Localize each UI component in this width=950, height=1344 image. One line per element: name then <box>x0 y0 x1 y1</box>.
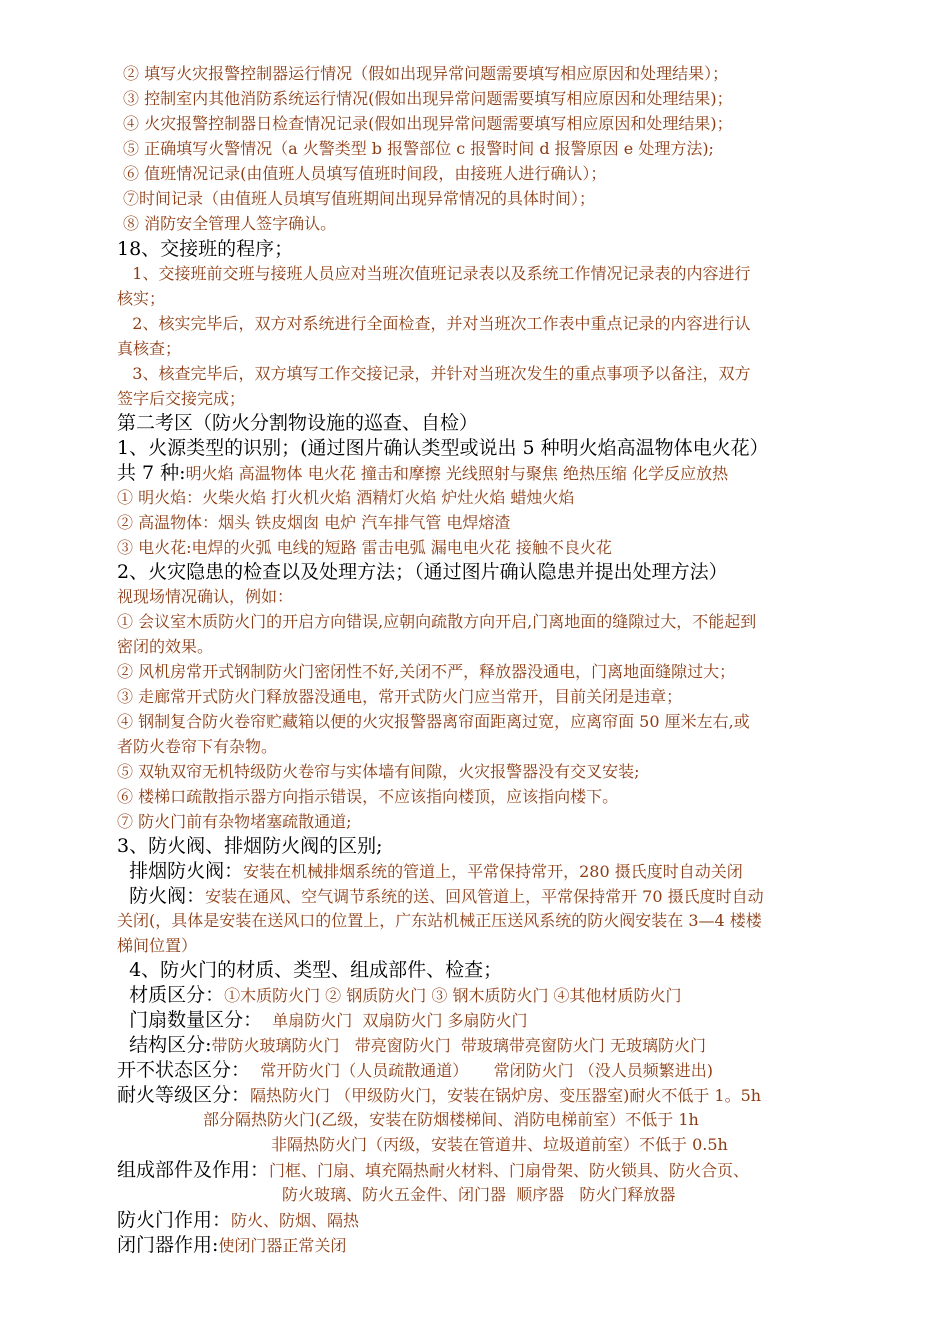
text-line <box>282 1183 675 1207</box>
body-text: ④ 钢制复合防火卷帘贮藏箱以便的火灾报警器离帘面距离过宽，应离帘面 50 厘米左右,或 <box>117 712 750 731</box>
text-line <box>117 436 769 460</box>
text-line <box>117 1208 359 1232</box>
heading-text: 2、火灾隐患的检查以及处理方法；（通过图片确认隐患并提出处理方法） <box>117 561 728 583</box>
text-line <box>117 785 618 809</box>
body-text: 隔热防火门 （甲级防火门，安装在锅炉房、变压器室)耐火不低于 1。5h <box>250 1086 762 1105</box>
text-line <box>117 983 682 1007</box>
text-line <box>117 635 213 659</box>
text-line <box>117 1233 346 1257</box>
heading-text: 18、交接班的程序； <box>117 238 294 260</box>
body-text: 常开防火门（人员疏散通道） 常闭防火门 （没人员频繁进出) <box>250 1061 713 1080</box>
heading-text: 1、火源类型的识别；(通过图片确认类型或说出 5 种明火焰高温物体电火花） <box>117 437 769 459</box>
text-line <box>117 834 383 858</box>
body-text: ② 高温物体：烟头 铁皮烟囱 电炉 汽车排气管 电焊熔渣 <box>117 513 511 532</box>
text-line <box>117 1008 528 1032</box>
heading-text: 第二考区（防火分割物设施的巡查、自检） <box>117 412 479 434</box>
text-line <box>117 237 293 261</box>
body-text: ⑦ 防火门前有杂物堵塞疏散通道; <box>117 812 352 831</box>
body-text: ⑤ 双轨双帘无机特级防火卷帘与实体墙有间隙，火灾报警器没有交叉安装; <box>117 762 640 781</box>
heading-text: 材质区分： <box>117 984 225 1006</box>
body-text: ⑤ 正确填写火警情况（a 火警类型 b 报警部位 c 报警时间 d 报警原因 e 处理方法); <box>123 139 714 158</box>
body-text: 核实； <box>117 289 166 308</box>
body-text: 安装在机械排烟系统的管道上，平常保持常开，280 摄氏度时自动关闭 <box>243 862 743 881</box>
text-line <box>123 212 336 236</box>
text-line <box>117 685 682 709</box>
text-line <box>117 710 750 734</box>
body-text: ①木质防火门 ② 钢质防火门 ③ 钢木质防火门 ④其他材质防火门 <box>224 986 682 1005</box>
text-line <box>123 112 733 136</box>
body-text: 非隔热防火门（丙级，安装在管道井、垃圾道前室）不低于 0.5h <box>271 1135 728 1154</box>
text-line <box>117 934 197 958</box>
text-line <box>203 1108 699 1132</box>
body-text: 真核查； <box>117 339 182 358</box>
body-text: ③ 走廊常开式防火门释放器没通电，常开式防火门应当常开，目前关闭是违章； <box>117 687 683 706</box>
text-line <box>117 859 743 883</box>
text-line <box>117 660 735 684</box>
body-text: 明火焰 高温物体 电火花 撞击和摩擦 光线照射与聚焦 绝热压缩 化学反应放热 <box>185 464 729 483</box>
text-line <box>117 958 502 982</box>
body-text: 梯间位置） <box>117 936 198 955</box>
body-text: 者防火卷帘下有杂物。 <box>117 737 278 756</box>
text-line <box>123 62 728 86</box>
text-line <box>271 1133 728 1157</box>
body-text: 防火、防烟、隔热 <box>231 1211 360 1230</box>
text-line <box>117 585 293 609</box>
heading-text: 3、防火阀、排烟防火阀的区别; <box>117 835 383 857</box>
body-text: 密闭的效果。 <box>117 637 214 656</box>
text-line <box>123 187 595 211</box>
text-line <box>117 1083 761 1107</box>
body-text: ① 会议室木质防火门的开启方向错误,应朝向疏散方向开启,门离地面的缝隙过大，不能起到 <box>117 612 757 631</box>
text-line <box>123 137 714 161</box>
body-text: ⑥ 值班情况记录(由值班人员填写值班时间段，由接班人进行确认）； <box>123 164 607 183</box>
body-text: 关闭(，具体是安装在送风口的位置上，广东站机械正压送风系统的防火阀安装在 3—4 楼楼 <box>117 911 762 930</box>
body-text: ⑥ 楼梯口疏散指示器方向指示错误，不应该指向楼顶，应该指向楼下。 <box>117 787 619 806</box>
text-line <box>117 909 762 933</box>
body-text: 1、交接班前交班与接班人员应对当班次值班记录表以及系统工作情况记录表的内容进行 <box>117 264 751 283</box>
text-line <box>117 362 750 386</box>
heading-text: 排烟防火阀： <box>117 860 244 882</box>
text-line <box>117 287 165 311</box>
text-line <box>117 337 181 361</box>
text-line <box>117 536 612 560</box>
body-text: ② 风机房常开式钢制防火门密闭性不好,关闭不严，释放器没通电，门离地面缝隙过大； <box>117 662 736 681</box>
text-line <box>117 262 750 286</box>
body-text: ⑧ 消防安全管理人签字确认。 <box>123 214 337 233</box>
text-line <box>117 511 510 535</box>
body-text: ③ 电火花:电焊的火弧 电线的短路 雷击电弧 漏电电火花 接触不良火花 <box>117 538 612 557</box>
body-text: 安装在通风、空气调节系统的送、回风管道上，平常保持常开 70 摄氏度时自动 <box>205 887 764 906</box>
text-line <box>117 884 764 908</box>
text-line <box>123 162 606 186</box>
heading-text: 4、防火门的材质、类型、组成部件、检查； <box>117 959 503 981</box>
text-line <box>117 1033 706 1057</box>
heading-text: 耐火等级区分： <box>117 1084 251 1106</box>
body-text: ② 填写火灾报警控制器运行情况（假如出现异常问题需要填写相应原因和处理结果）； <box>123 64 729 83</box>
text-line <box>117 1058 713 1082</box>
body-text: 2、核实完毕后，双方对系统进行全面检查，并对当班次工作表中重点记录的内容进行认 <box>117 314 751 333</box>
body-text: 视现场情况确认，例如： <box>117 587 294 606</box>
body-text: 防火玻璃、防火五金件、闭门器 顺序器 防火门释放器 <box>282 1185 676 1204</box>
text-line <box>117 486 574 510</box>
body-text: 单扇防火门 双扇防火门 多扇防火门 <box>262 1011 528 1030</box>
text-line <box>123 87 733 111</box>
heading-text: 结构区分: <box>117 1034 212 1056</box>
body-text: 使闭门器正常关闭 <box>218 1236 347 1255</box>
text-line <box>117 810 351 834</box>
heading-text: 共 7 种: <box>117 462 186 484</box>
text-line <box>117 312 750 336</box>
heading-text: 闭门器作用: <box>117 1234 219 1256</box>
text-line <box>117 1158 749 1182</box>
body-text: 门框、门扇、填充隔热耐火材料、门扇骨架、防火锁具、防火合页、 <box>269 1161 750 1180</box>
text-line <box>117 760 639 784</box>
text-line <box>117 411 478 435</box>
text-line <box>117 610 756 634</box>
body-text: ⑦时间记录（由值班人员填写值班期间出现异常情况的具体时间）； <box>123 189 596 208</box>
text-line <box>117 461 728 485</box>
body-text: ③ 控制室内其他消防系统运行情况(假如出现异常问题需要填写相应原因和处理结果)； <box>123 89 733 108</box>
heading-text: 开不状态区分： <box>117 1059 251 1081</box>
heading-text: 门扇数量区分： <box>117 1009 263 1031</box>
body-text: 部分隔热防火门(乙级，安装在防烟楼梯间、消防电梯前室）不低于 1h <box>203 1110 699 1129</box>
text-line <box>117 735 277 759</box>
body-text: 签字后交接完成； <box>117 389 246 408</box>
body-text: 3、核查完毕后，双方填写工作交接记录，并针对当班次发生的重点事项予以备注，双方 <box>117 364 751 383</box>
heading-text: 防火阀： <box>117 885 206 907</box>
body-text: 带防火玻璃防火门 带亮窗防火门 带玻璃带亮窗防火门 无玻璃防火门 <box>211 1036 707 1055</box>
body-text: ④ 火灾报警控制器日检查情况记录(假如出现异常问题需要填写相应原因和处理结果)； <box>123 114 733 133</box>
heading-text: 防火门作用： <box>117 1209 232 1231</box>
heading-text: 组成部件及作用： <box>117 1159 270 1181</box>
body-text: ① 明火焰：火柴火焰 打火机火焰 酒精灯火焰 炉灶火焰 蜡烛火焰 <box>117 488 575 507</box>
text-line <box>117 387 245 411</box>
text-line <box>117 560 728 584</box>
